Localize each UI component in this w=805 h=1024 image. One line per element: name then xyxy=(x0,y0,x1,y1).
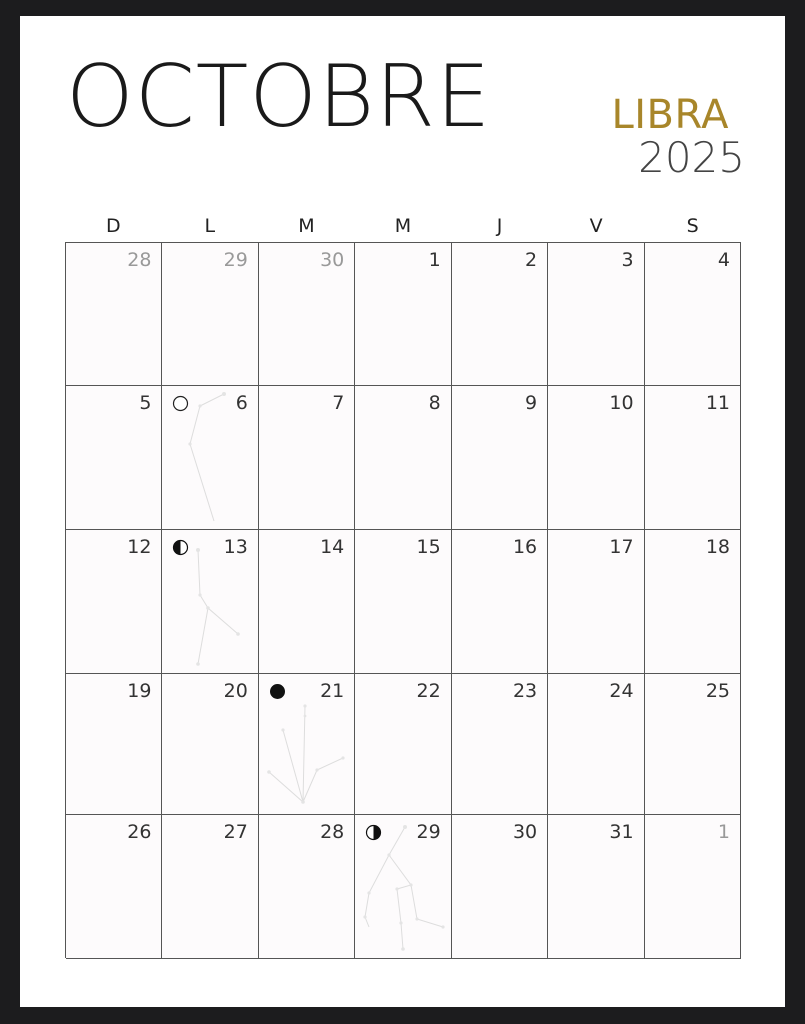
calendar-day-cell xyxy=(66,530,162,674)
calendar-day-cell xyxy=(645,386,741,530)
last-quarter-icon xyxy=(172,539,189,556)
day-number: 13 xyxy=(223,536,248,558)
weekday-header xyxy=(65,215,741,239)
calendar-day-cell xyxy=(452,815,548,959)
calendar-day-cell xyxy=(355,530,451,674)
day-number: 14 xyxy=(320,536,345,558)
weekday-label: S xyxy=(686,215,699,237)
calendar-day-cell xyxy=(548,386,644,530)
day-number: 1 xyxy=(717,821,730,843)
zodiac-sign: LIBRA xyxy=(611,92,729,138)
day-number: 12 xyxy=(127,536,152,558)
calendar-day-cell xyxy=(452,386,548,530)
day-number: 26 xyxy=(127,821,152,843)
first-quarter-icon xyxy=(365,824,382,841)
day-number: 20 xyxy=(223,680,248,702)
day-number: 18 xyxy=(705,536,730,558)
day-number: 31 xyxy=(609,821,634,843)
day-number: 7 xyxy=(332,392,345,414)
calendar-day-cell xyxy=(162,386,258,530)
calendar-day-cell xyxy=(452,530,548,674)
day-number: 25 xyxy=(705,680,730,702)
calendar-day-cell xyxy=(66,243,162,386)
day-number: 8 xyxy=(428,392,441,414)
calendar-day-cell xyxy=(162,815,258,959)
day-number: 6 xyxy=(235,392,248,414)
day-number: 28 xyxy=(320,821,345,843)
day-number: 28 xyxy=(127,249,152,271)
calendar-day-cell xyxy=(162,243,258,386)
calendar-day-cell xyxy=(645,674,741,815)
weekday-label: L xyxy=(204,215,216,237)
calendar-day-cell xyxy=(66,386,162,530)
day-number: 30 xyxy=(320,249,345,271)
calendar-day-cell xyxy=(548,674,644,815)
calendar-page xyxy=(20,16,785,1007)
month-title: OCTOBRE xyxy=(66,47,492,147)
calendar-day-cell xyxy=(259,530,355,674)
calendar-day-cell xyxy=(548,815,644,959)
day-number: 3 xyxy=(621,249,634,271)
weekday-label: M xyxy=(394,215,412,237)
calendar-day-cell xyxy=(355,674,451,815)
day-number: 15 xyxy=(416,536,441,558)
day-number: 11 xyxy=(705,392,730,414)
calendar-day-cell xyxy=(259,243,355,386)
calendar-day-cell xyxy=(66,674,162,815)
weekday-label: D xyxy=(105,215,121,237)
calendar-day-cell xyxy=(66,815,162,959)
calendar-day-cell xyxy=(452,243,548,386)
day-number: 21 xyxy=(320,680,345,702)
calendar-day-cell xyxy=(259,674,355,815)
day-number: 17 xyxy=(609,536,634,558)
day-number: 29 xyxy=(223,249,248,271)
new-moon-icon xyxy=(269,683,286,700)
day-number: 27 xyxy=(223,821,248,843)
day-number: 16 xyxy=(512,536,538,558)
day-number: 9 xyxy=(525,392,538,414)
calendar-day-cell xyxy=(645,243,741,386)
calendar-day-cell xyxy=(355,243,451,386)
day-number: 4 xyxy=(717,249,730,271)
year-label: 2025 xyxy=(638,133,745,182)
day-number: 5 xyxy=(139,392,152,414)
day-number: 29 xyxy=(416,821,441,843)
day-number: 23 xyxy=(512,680,538,702)
day-number: 1 xyxy=(428,249,441,271)
day-number: 10 xyxy=(609,392,634,414)
weekday-label: M xyxy=(298,215,315,237)
day-number: 2 xyxy=(525,249,538,271)
full-moon-icon xyxy=(172,395,189,412)
weekday-label: V xyxy=(589,215,603,237)
day-number: 24 xyxy=(609,680,634,702)
calendar-day-cell xyxy=(548,243,644,386)
calendar-day-cell xyxy=(162,530,258,674)
calendar-day-cell xyxy=(548,530,644,674)
calendar-day-cell xyxy=(645,530,741,674)
calendar-day-cell xyxy=(355,815,451,959)
calendar-day-cell xyxy=(259,386,355,530)
day-number: 19 xyxy=(127,680,152,702)
weekday-label: J xyxy=(496,215,503,237)
day-number: 22 xyxy=(416,680,441,702)
calendar-day-cell xyxy=(645,815,741,959)
calendar-day-cell xyxy=(162,674,258,815)
calendar-grid xyxy=(65,242,741,958)
day-number: 30 xyxy=(512,821,538,843)
calendar-day-cell xyxy=(452,674,548,815)
calendar-day-cell xyxy=(259,815,355,959)
calendar-day-cell xyxy=(355,386,451,530)
